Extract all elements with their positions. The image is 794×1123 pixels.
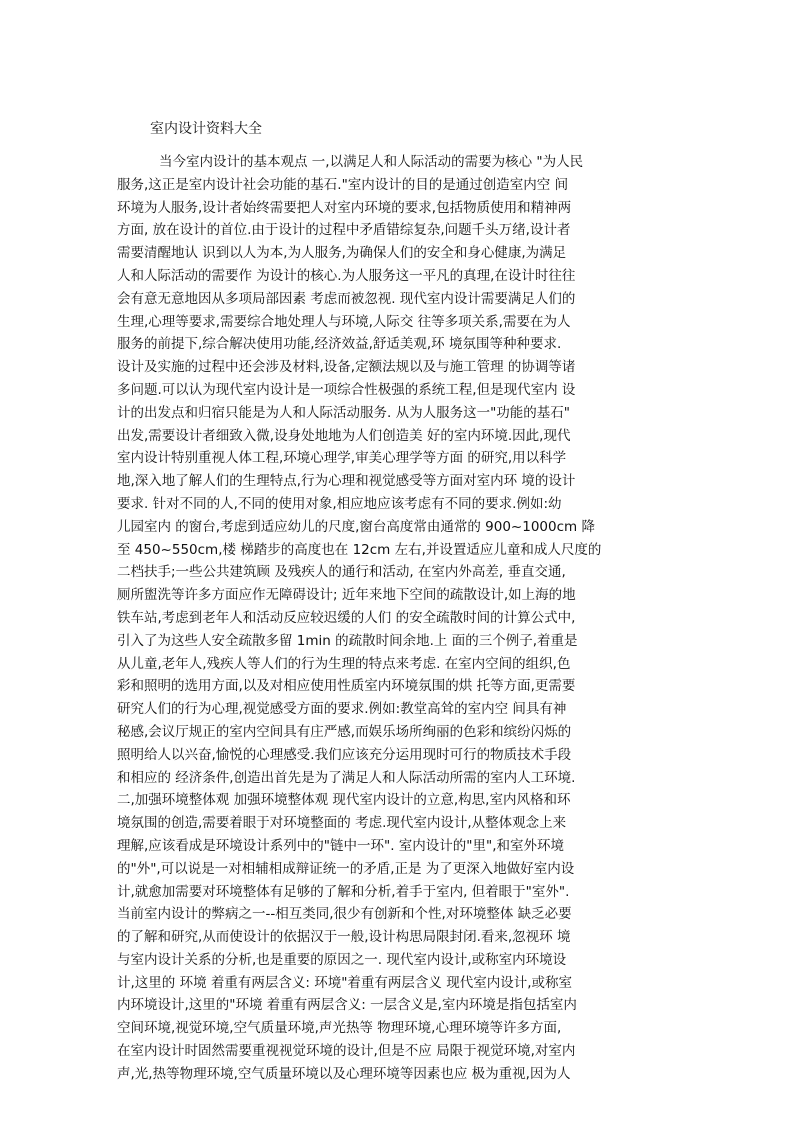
body-text-line: 人和人际活动的需要作 为设计的核心.为人服务这一平凡的真理,在设计时往往: [117, 267, 576, 284]
body-text-line: 室内设计特别重视人体工程,环境心理学,审美心理学等方面 的研究,用以科学: [117, 450, 567, 467]
body-text-line: 彩和照明的选用方面,以及对相应使用性质室内环境氛围的烘 托等方面,更需要: [117, 678, 576, 695]
body-text-line: 生理,心理等要求,需要综合地处理人与环境,人际交 往等多项关系,需要在为人: [117, 313, 571, 330]
body-text-line: 秘感,会议厅规正的室内空间具有庄严感,而娱乐场所绚丽的色彩和缤纷闪烁的: [117, 723, 572, 740]
body-text-line: 环境为人服务,设计者始终需要把人对室内环境的要求,包括物质使用和精神两: [117, 199, 572, 216]
document-title: 室内设计资料大全: [150, 121, 262, 137]
body-text-line: 出发,需要设计者细致入微,设身处地地为人们创造美 好的室内环境.因此,现代: [117, 427, 571, 444]
body-text-line: 厕所盥洗等许多方面应作无障碍设计; 近年来地下空间的疏散设计,如上海的地: [117, 587, 576, 604]
body-text-line: 二,加强环境整体观 加强环境整体观 现代室内设计的立意,构思,室内风格和环: [117, 792, 571, 809]
body-text-line: 引入了为这些人安全疏散多留 1min 的疏散时间余地.上 面的三个例子,着重是: [117, 632, 578, 649]
body-text-line: 至 450~550cm,楼 梯踏步的高度也在 12cm 左右,并设置适应儿童和成人尺度的: [117, 541, 602, 558]
body-text-line: 境氛围的创造,需要着眼于对环境整面的 考虑.现代室内设计,从整体观念上来: [117, 815, 567, 832]
body-text-line: 计的出发点和归宿只能是为人和人际活动服务. 从为人服务这一"功能的基石": [117, 404, 571, 421]
body-text-line: 的"外",可以说是一对相辅相成辩证统一的矛盾,正是 为了更深入地做好室内设: [117, 860, 575, 877]
body-text-line: 内环境设计,这里的"环境 着重有两层含义: 一层含义是,室内环境是指包括室内: [117, 997, 577, 1014]
body-text-line: 和相应的 经济条件,创造出首先是为了满足人和人际活动所需的室内人工环境.: [117, 769, 576, 786]
body-text-line: 当前室内设计的弊病之一--相互类同,很少有创新和个性,对环境整体 缺乏必要: [117, 906, 572, 923]
body-text-line: 的了解和研究,从而使设计的依据汉于一般,设计构思局限封闭.看来,忽视环 境: [117, 929, 571, 946]
body-text-line: 在室内设计时固然需要重视视觉环境的设计,但是不应 局限于视觉环境,对室内: [117, 1043, 576, 1060]
body-text-line: 与室内设计关系的分析,也是重要的原因之一. 现代室内设计,或称室内环境设: [117, 951, 567, 968]
body-text-line: 多问题.可以认为现代室内设计是一项综合性极强的系统工程,但是现代室内 设: [117, 381, 576, 398]
body-text-line: 服务的前提下,综合解决使用功能,经济效益,舒适美观,环 境氛围等种种要求.: [117, 336, 562, 353]
document-body: [117, 151, 682, 1086]
body-text-line: 照明给人以兴奋,愉悦的心理感受.我们应该充分运用现时可行的物质技术手段: [117, 746, 572, 763]
body-text-line: 要求. 针对不同的人,不同的使用对象,相应地应该考虑有不同的要求.例如:幼: [117, 495, 562, 512]
body-text-line: 方面, 放在设计的首位.由于设计的过程中矛盾错综复杂,问题千头万绪,设计者: [117, 222, 571, 239]
body-text-line: 需要清醒地认 识到以人为本,为人服务,为确保人们的安全和身心健康,为满足: [117, 245, 567, 262]
body-text-line: 服务,这正是室内设计社会功能的基石."室内设计的目的是通过创造室内空 间: [117, 176, 569, 193]
body-text-line: 理解,应该看成是环境设计系列中的"链中一环". 室内设计的"里",和室外环境: [117, 837, 565, 854]
body-text-line: 研究人们的行为心理,视觉感受方面的要求.例如:教堂高耸的室内空 间具有神: [117, 701, 567, 718]
body-text-line: 会有意无意地因从多项局部因素 考虑而被忽视. 现代室内设计需要满足人们的: [117, 290, 576, 307]
body-text-line: 设计及实施的过程中还会涉及材料,设备,定额法规以及与施工管理 的协调等诸: [117, 359, 576, 376]
body-text-line: 计,这里的 环境 着重有两层含义: 环境"着重有两层含义 现代室内设计,或称室: [117, 974, 573, 991]
body-text-line: 空间环境,视觉环境,空气质量环境,声光热等 物理环境,心理环境等许多方面,: [117, 1020, 562, 1037]
body-text-line: 铁车站,考虑到老年人和活动反应较迟缓的人们 的安全疏散时间的计算公式中,: [117, 609, 576, 626]
body-text-line: 当今室内设计的基本观点 一,以满足人和人际活动的需要为核心 "为人民: [159, 154, 584, 170]
body-text-line: 儿园室内 的窗台,考虑到适应幼儿的尺度,窗台高度常由通常的 900~1000cm 降: [117, 518, 595, 535]
body-text-line: 计,就愈加需要对环境整体有足够的了解和分析,着手于室内, 但着眼于"室外".: [117, 883, 570, 900]
body-text-line: 声,光,热等物理环境,空气质量环境以及心理环境等因素也应 极为重视,因为人: [117, 1065, 571, 1082]
body-text-line: 二档扶手;一些公共建筑顾 及残疾人的通行和活动, 在室内外高差, 垂直交通,: [117, 564, 566, 581]
body-text-line: 从儿童,老年人,残疾人等人们的行为生理的特点来考虑. 在室内空间的组织,色: [117, 655, 571, 672]
body-text-line: 地,深入地了解人们的生理特点,行为心理和视觉感受等方面对室内环 境的设计: [117, 473, 576, 490]
